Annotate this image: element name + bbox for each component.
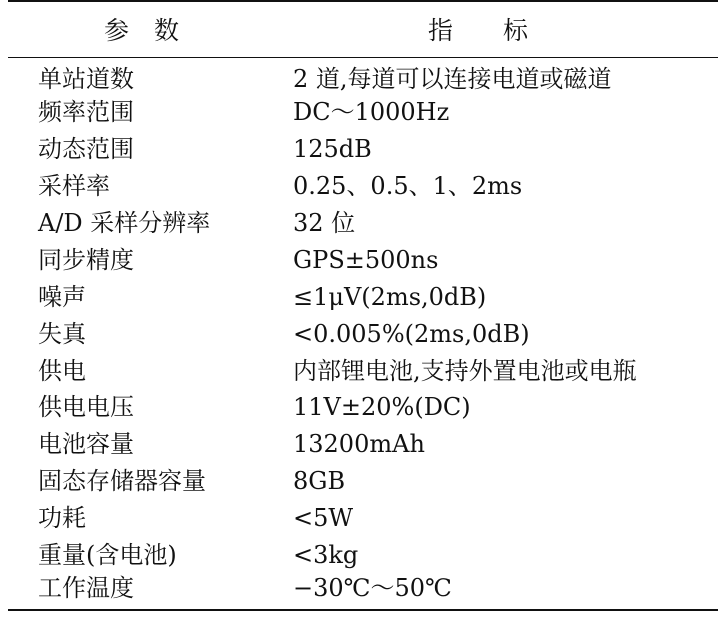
row-spec: 11V±20%(DC): [293, 393, 471, 422]
row-param: 功耗: [38, 504, 86, 533]
table-row: [8, 352, 718, 389]
header-param: 参 数: [104, 16, 180, 46]
row-spec: <5W: [293, 504, 354, 533]
table-row: [8, 205, 718, 242]
row-param: 采样率: [38, 172, 110, 201]
table-row: [8, 389, 718, 426]
row-spec: DC～1000Hz: [293, 98, 450, 127]
header-spec: 指 标: [428, 16, 529, 46]
row-spec: ≤1μV(2ms,0dB): [293, 282, 487, 311]
row-param: 工作温度: [38, 574, 134, 603]
row-param: 单站道数: [38, 64, 134, 93]
table-row: [8, 57, 718, 94]
row-param: 供电电压: [38, 393, 134, 422]
row-spec: 8GB: [293, 467, 346, 496]
table-row: [8, 94, 718, 131]
row-spec: −30℃～50℃: [293, 574, 452, 603]
row-param: 固态存储器容量: [38, 467, 206, 496]
table-header-row: [8, 1, 718, 57]
row-param: 动态范围: [38, 135, 134, 164]
table-row: [8, 500, 718, 537]
table-row: [8, 463, 718, 500]
table-row: [8, 315, 718, 352]
row-spec: 内部锂电池,支持外置电池或电瓶: [293, 356, 637, 385]
row-spec: 2 道,每道可以连接电道或磁道: [293, 64, 612, 93]
row-param: 电池容量: [38, 430, 134, 459]
row-spec: 0.25、0.5、1、2ms: [293, 172, 523, 201]
table-row: [8, 168, 718, 205]
table-row: [8, 573, 718, 610]
row-spec: 32 位: [293, 209, 356, 237]
table-row: [8, 278, 718, 315]
table-row: [8, 131, 718, 168]
row-spec: <0.005%(2ms,0dB): [293, 319, 530, 348]
row-param: 同步精度: [38, 245, 134, 274]
row-spec: GPS±500ns: [293, 245, 439, 274]
table-body: [8, 57, 718, 610]
row-param: A/D 采样分辨率: [38, 209, 211, 237]
spec-table: [8, 0, 718, 611]
table-row: [8, 241, 718, 278]
row-param: 噪声: [38, 282, 86, 311]
row-param: 供电: [38, 356, 86, 385]
row-param: 失真: [38, 319, 86, 348]
row-param: 频率范围: [38, 98, 134, 127]
row-spec: 13200mAh: [293, 430, 425, 459]
row-param: 重量(含电池): [38, 541, 177, 570]
row-spec: <3kg: [293, 541, 359, 570]
table-row: [8, 426, 718, 463]
row-spec: 125dB: [293, 135, 372, 164]
table-row: [8, 537, 718, 574]
